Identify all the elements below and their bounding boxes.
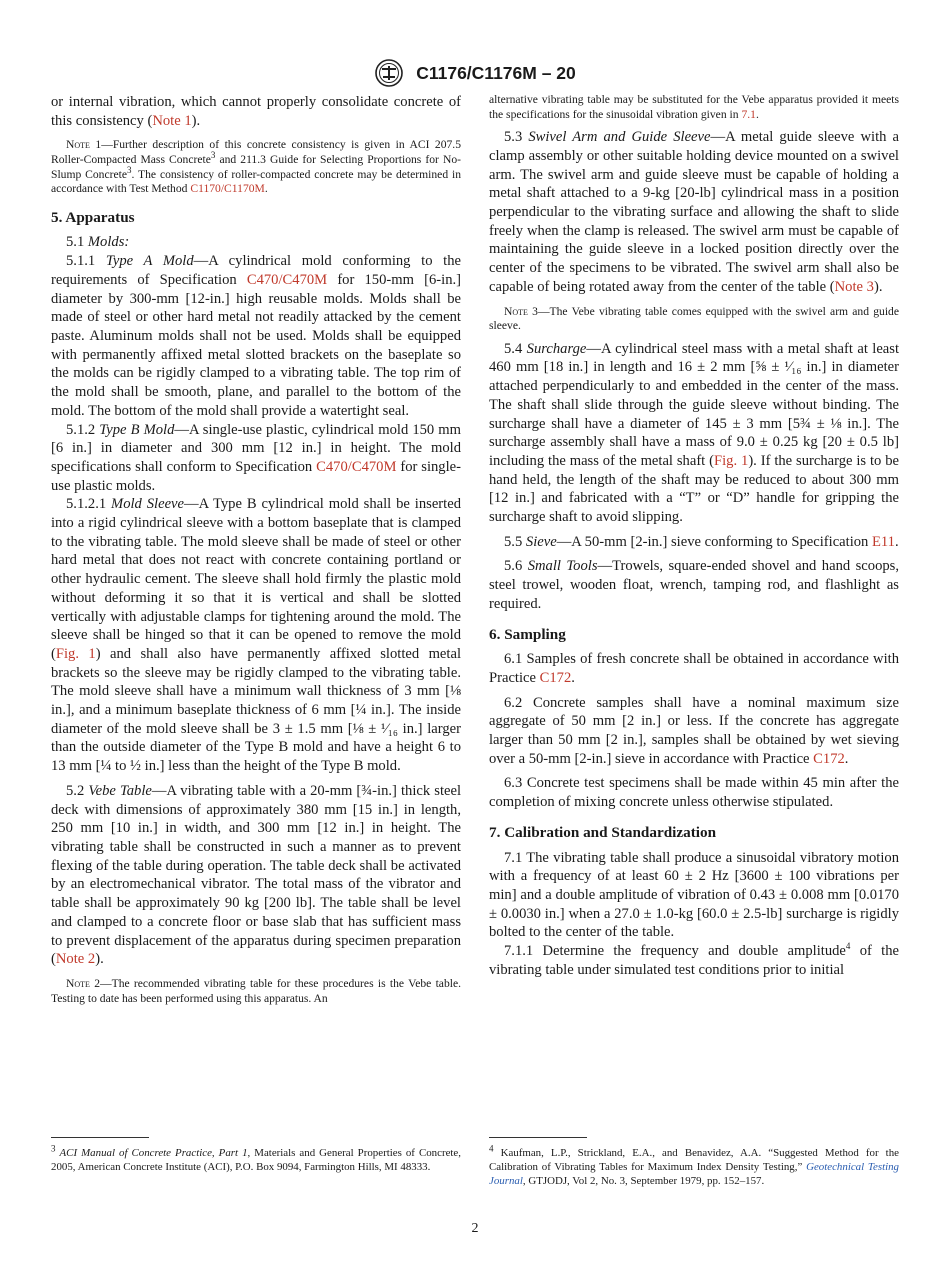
fig-1-link[interactable]: Fig. 1 [714, 452, 749, 469]
para-5-3: 5.3 Swivel Arm and Guide Sleeve—A metal guide sleeve with a clamp assembly or other suitable holding device mounted on a swivel arm. The swivel arm and guide sleeve must be capable of holding a metal shaft attached to a 9-kg [20-lb] cylindrical mass in a position perpendicular to the vibrating surface and allowing the shaft to slide freely when the clamp is released. The swivel arm must be capable of maintaining the guide sleeve in a locked position directly over the center of the specimens to be vibrated. The swivel arm shall also be capable of being rotated away from the center of the table (Note 3). [489, 129, 900, 295]
note-3-link[interactable]: Note 3 [834, 278, 874, 295]
c1170-link[interactable]: C1170/C1170M [190, 182, 265, 196]
c172-link[interactable]: C172 [539, 669, 572, 686]
para-6-3: 6.3 Concrete test specimens shall be made within 45 min after the completion of mixing concrete unless otherwise stipulated. [489, 775, 899, 811]
para-5-6: 5.6 Small Tools—Trowels, square-ended shovel and hand scoops, steel trowel, wooden float, wrench, tamping rod, and flashlight as required. [489, 558, 899, 612]
section-heading-apparatus: 5. Apparatus [51, 208, 135, 226]
para-6-2: 6.2 Concrete samples shall have a nominal maximum size aggregate of 50 mm [2 in.] or less. If the concrete has aggregate larger than 50 mm [2 in.], samples shall be obtained by wet sieving over a 50-mm [2-in.] sieve in accordance with Practice C172. [489, 694, 899, 767]
c470-link[interactable]: C470/C470M [246, 271, 328, 288]
note-2-link[interactable]: Note 2 [55, 951, 96, 968]
document-designation: C1176/C1176M – 20 [416, 62, 576, 83]
note-1-link[interactable]: Note 1 [152, 112, 192, 129]
para-5-1: 5.1 Molds: [66, 234, 130, 251]
note-3: Note 3—The Vebe vibrating table comes equipped with the swivel arm and guide sleeve. [489, 304, 900, 333]
para-7-1-1: 7.1.1 Determine the frequency and double amplitude$^4$ of the vibrating table under simulated test conditions prior to initial [489, 941, 899, 978]
para-5-1-1: 5.1.1 Type A Mold—A cylindrical mold conforming to the requirements of Specification C470/C470M for 150-mm [6-in.] diameter by 300-mm [12-in.] high reusable molds. Molds shall be made of steel or other hard metal not readily attacked by the cement paste. Aluminum molds shall not be used. Molds shall be equipped with permanently affixed metal slotted brackets on the baseplate so the molds can be rigidly clamped to a vibrating table. The top rim of the mold shall be smooth, plane, and parallel to the bottom of the mold. The bottom of the mold shall provide a watertight seal. [51, 253, 462, 419]
footnote-rule [51, 1137, 149, 1138]
astm-logo-icon [374, 58, 404, 88]
footnote-3: $^3$ ACI Manual of Concrete Practice, Part 1, Materials and General Properties of Concrete, 2005, American Concrete Institute (ACI), P.O. Box 9094, Farmington Hills, MI 48333. [51, 1143, 461, 1173]
para-5-1-2: 5.1.2 Type B Mold—A single-use plastic, cylindrical mold 150 mm [6 in.] in diameter and 300 mm [12 in.] in height. The mold specifications shall conform to Specification C470/C470M for single-use plastic molds. [51, 421, 461, 494]
section-7-1-link[interactable]: 7.1 [741, 107, 756, 121]
section-heading-sampling: 6. Sampling [489, 625, 566, 643]
c470-link[interactable]: C470/C470M [316, 458, 397, 475]
c172-link[interactable]: C172 [813, 750, 845, 767]
para-5-2: 5.2 Vebe Table—A vibrating table with a 20-mm [¾-in.] thick steel deck with dimensions of approximately 380 mm [15 in.] in length, 250 mm [10 in.] in width, and 300 mm [12 in.] in height. The vibrating table shall be constructed in such a manner as to prevent flexing of the table during operation. The table deck shall be activated by an electromechanical vibrator. The total mass of the vibrator and table shall be approximately 90 kg [200 lb]. The table shall be level and clamped to a concrete floor or base slab that has sufficient mass to prevent displacement of the apparatus during specimen preparation (Note 2). [51, 782, 462, 968]
page-number: 2 [471, 1221, 479, 1236]
right-column [489, 93, 899, 980]
footnote-rule [489, 1137, 587, 1138]
section-heading-calibration: 7. Calibration and Standardization [489, 823, 717, 841]
para-5-5: 5.5 Sieve—A 50-mm [2-in.] sieve conforming to Specification E11. [504, 533, 899, 550]
left-column [51, 93, 461, 1012]
para-5-4: 5.4 Surcharge—A cylindrical steel mass with a metal shaft at least 460 mm [18 in.] in length and 16 ± 2 mm [⅝ ± ¹⁄₁₆ in.] in diameter attached perpendicularly to and embedded in the center of the mass. The shaft shall slide through the guide sleeve without binding. The surcharge shall have a diameter of 145 ± 3 mm [5¾ ± ⅛ in.]. The surcharge assembly shall have a mass of 9.0 ± 0.25 kg [20 ± 0.5 lb] including the mass of the metal shaft (Fig. 1). If the surcharge is to be hand held, the length of the shaft may be reduced to about 300 mm [12 in.] and fabricated with a “T” or “D” handle for gripping the surcharge shaft to avoid slipping. [489, 340, 900, 526]
paragraph-continuation: or internal vibration, which cannot properly consolidate concrete of this consistency (Note 1). [51, 94, 461, 129]
fig-1-link[interactable]: Fig. 1 [55, 645, 96, 662]
para-7-1: 7.1 The vibrating table shall produce a sinusoidal vibratory motion with a frequency of at least 60 ± 2 Hz [3600 ± 100 vibrations per min] and a double amplitude of vibration of 0.43 ± 0.008 mm [0.0170 ± 0.0030 in.] when a 27.0 ± 1.0-kg [60.0 ± 2.5-lb] surcharge is rigidly bolted to the center of the table. [489, 849, 899, 941]
e11-link[interactable]: E11 [872, 533, 895, 550]
page-header [0, 58, 950, 88]
para-5-1-2-1: 5.1.2.1 Mold Sleeve—A Type B cylindrical mold shall be inserted into a rigid cylindrical sleeve with a bottom baseplate that is clamped to the vibrating table. The mold sleeve shall be made of steel or other hard metal that does not react with concrete containing portland or other hydraulic cement. The sleeve shall hold firmly the plastic mold without deforming it so that it is vertical and shall be slotted vertically with adjustable clamps for tightening around the mold. The sleeve shall be hinged so that it can be opened to remove the mold (Fig. 1) and shall also have permanently affixed slotted metal brackets so the sleeve may be rigidly clamped to the vibrating table. The mold sleeve shall have a minimum wall thickness of 3 mm [⅛ in.], and a minimum baseplate thickness of 6 mm [¼ in.]. The inside diameter of the mold sleeve shall be 3 ± 1.5 mm [⅛ ± ¹⁄₁₆ in.] larger than the outside diameter of the Type B mold and have a height 6 to 13 mm [¼ to ½ in.] less than the height of the Type B mold. [51, 496, 461, 775]
journal-link[interactable]: Geotechnical Testing Journal [489, 1160, 900, 1187]
footnote-4: $^4$ Kaufman, L.P., Strickland, E.A., and Benavidez, A.A. “Suggested Method for the Calibration of Vibrating Tables for Maximum Index Density Testing,” Geotechnical Testing Journal, GTJODJ, Vol 2, No. 3, September 1979, pp. 152–157. [489, 1143, 900, 1187]
note-1: Note 1—Further description of this concrete consistency is given in ACI 207.5 Roller-Compacted Mass Concrete$^3$ and 211.3 Guide for Selecting Proportions for No-Slump Concrete$^3$. The consistency of roller-compacted concrete may be determined in accordance with Test Method C1170/C1170M. [51, 138, 462, 196]
note-2-continuation: alternative vibrating table may be substituted for the Vebe apparatus provided it meets the specifications for the sinusoidal vibration given in 7.1. [489, 93, 899, 121]
para-6-1: 6.1 Samples of fresh concrete shall be obtained in accordance with Practice C172. [489, 651, 899, 686]
note-2: Note 2—The recommended vibrating table for these procedures is the Vebe table. Testing to date has been performed using this apparatus. An [51, 976, 462, 1005]
